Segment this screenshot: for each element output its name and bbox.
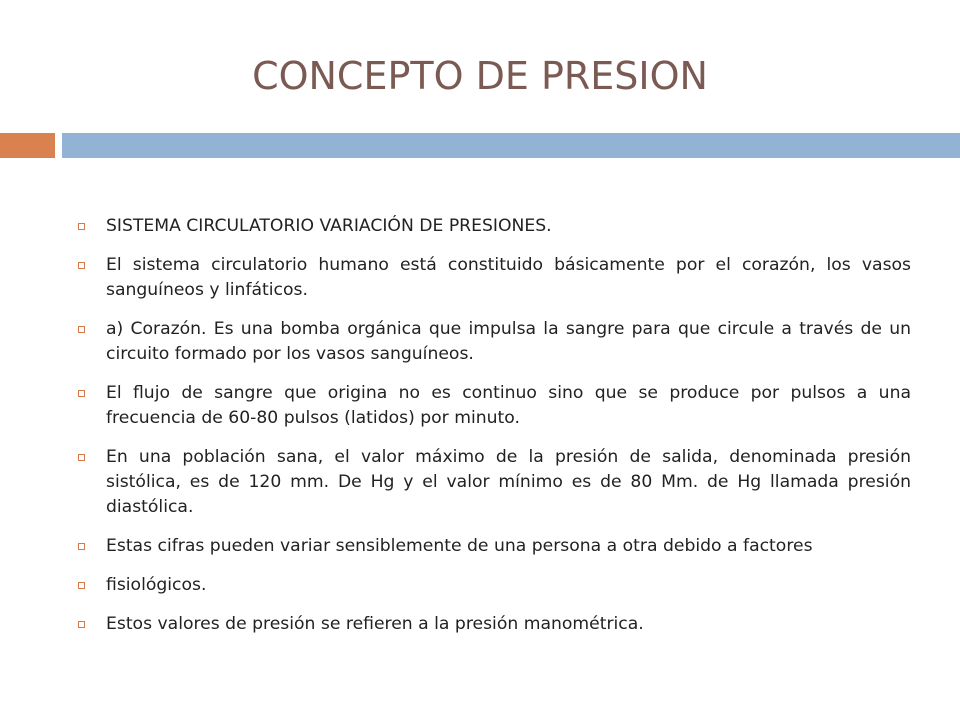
bullet-item — [78, 534, 911, 559]
bullet-text: El flujo de sangre que origina no es continuo sino que se produce por pulsos a una frecuencia de 60-80 pulsos (latidos) por minuto. — [106, 383, 911, 428]
bullet-text: Estos valores de presión se refieren a la presión manométrica. — [106, 614, 644, 634]
bullet-item — [78, 317, 911, 367]
bullet-item — [78, 381, 911, 431]
accent-bar-left — [0, 133, 55, 158]
square-bullet-icon — [78, 543, 85, 550]
bullet-item — [78, 445, 911, 520]
square-bullet-icon — [78, 262, 85, 269]
square-bullet-icon — [78, 223, 85, 230]
bullet-text: SISTEMA CIRCULATORIO VARIACIÓN DE PRESIONES. — [106, 216, 552, 236]
square-bullet-icon — [78, 326, 85, 333]
square-bullet-icon — [78, 621, 85, 628]
bullet-text: fisiológicos. — [106, 575, 207, 595]
bullet-text: Estas cifras pueden variar sensiblemente de una persona a otra debido a factores — [106, 536, 813, 556]
square-bullet-icon — [78, 454, 85, 461]
bullet-text: a) Corazón. Es una bomba orgánica que impulsa la sangre para que circule a través de un circuito formado por los vasos sanguíneos. — [106, 319, 911, 364]
bullet-text: En una población sana, el valor máximo de la presión de salida, denominada presión sistólica, es de 120 mm. De Hg y el valor mínimo es de 80 Mm. de Hg llamada presión diastólica. — [106, 447, 911, 517]
square-bullet-icon — [78, 390, 85, 397]
bullet-item — [78, 214, 911, 239]
bullet-item — [78, 612, 911, 637]
accent-bar-right — [62, 133, 960, 158]
slide-title: CONCEPTO DE PRESION — [252, 54, 708, 98]
bullet-text: El sistema circulatorio humano está constituido básicamente por el corazón, los vasos sanguíneos y linfáticos. — [106, 255, 911, 300]
square-bullet-icon — [78, 582, 85, 589]
bullet-item — [78, 253, 911, 303]
bullet-item — [78, 573, 911, 598]
bullet-list — [78, 214, 911, 651]
